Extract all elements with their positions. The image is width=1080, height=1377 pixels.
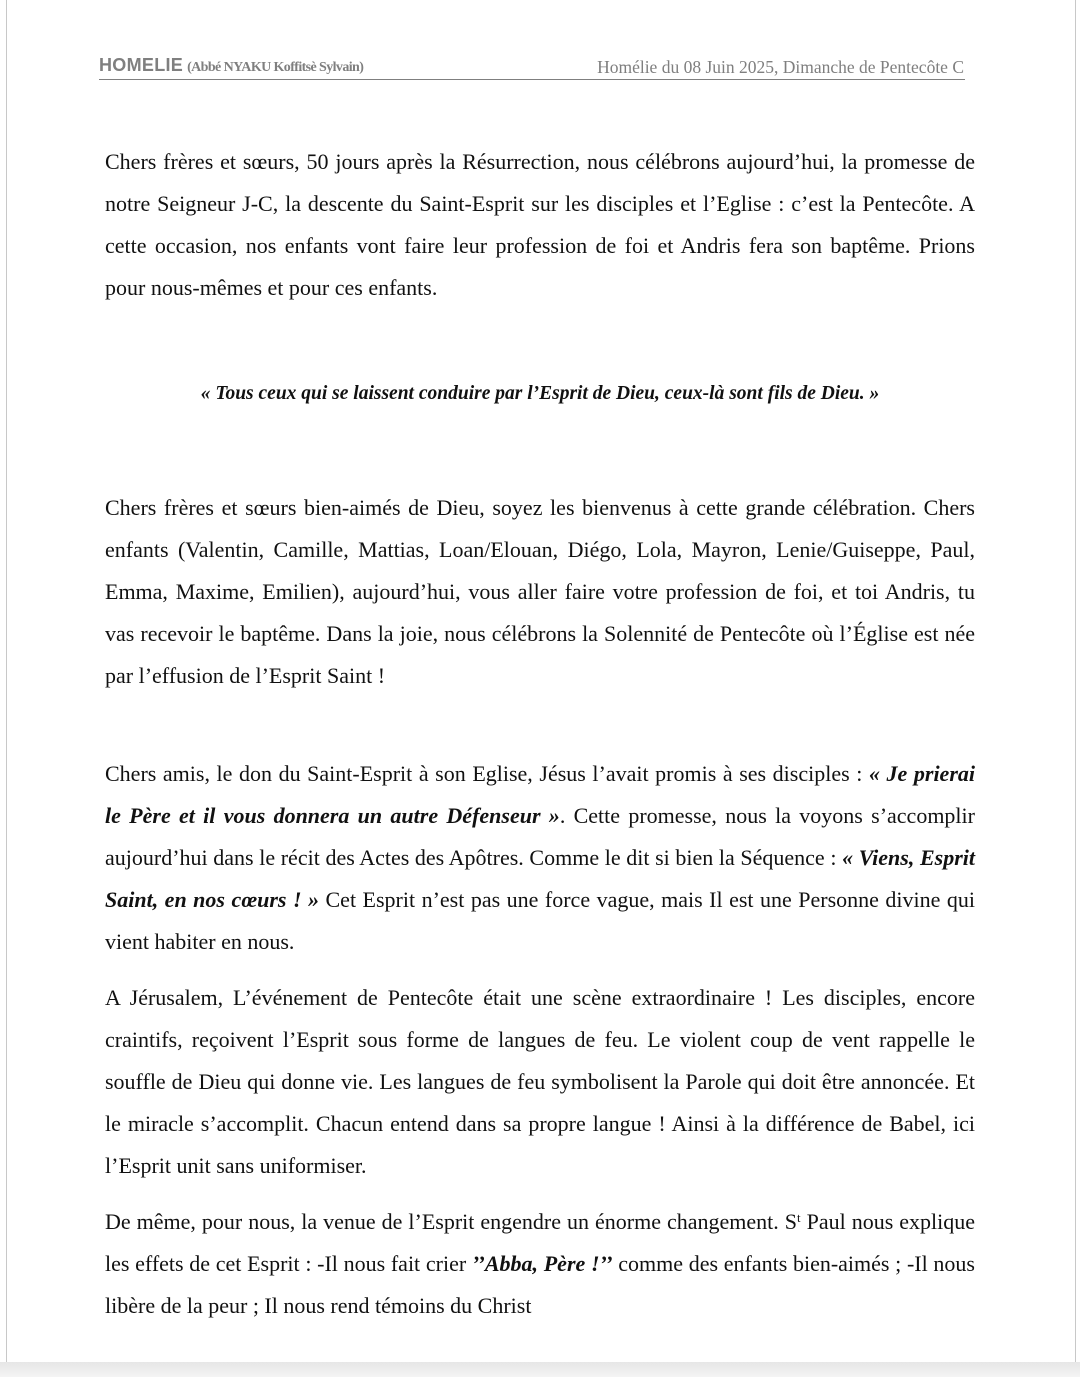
paragraph-effects-text-c: comme des enfants bien-aimés ; -Il nous libère de la peur ; Il nous rend témoins du Christ <box>105 1251 975 1318</box>
paragraph-promise-text-c: Cet Esprit n’est pas une force vague, mais Il est une Personne divine qui vient habiter en nous. <box>105 887 975 954</box>
paragraph-promise-text-a: Chers amis, le don du Saint-Esprit à son Eglise, Jésus l’avait promis à ses disciples : <box>105 761 869 786</box>
paragraph-effects <box>105 1201 975 1327</box>
header-title: HOMELIE <box>99 55 184 75</box>
quote-abba: ’’Abba, Père !’’ <box>471 1251 613 1276</box>
paragraph-promise <box>105 753 975 963</box>
quote-sequence: « Viens, Esprit Saint, en nos cœurs ! » <box>105 845 975 912</box>
page-bottom-edge <box>0 1362 1080 1377</box>
header-left <box>99 55 363 76</box>
superscript-t: t <box>796 1210 801 1225</box>
quote-defenseur: « Je prierai le Père et il vous donnera un autre Défenseur » <box>105 761 975 828</box>
paragraph-jerusalem: A Jérusalem, L’événement de Pentecôte était une scène extraordinaire ! Les disciples, encore craintifs, reçoivent l’Esprit sous forme de langues de feu. Le violent coup de vent rappelle le souffle de Dieu qui donne vie. Les langues de feu symbolisent la Parole qui doit être annoncée. Et le miracle s’accomplit. Chacun entend dans sa propre langue ! Ainsi à la différence de Babel, ici l’Esprit unit sans uniformiser. <box>105 985 975 1178</box>
header-author: (Abbé NYAKU Koffitsè Sylvain) <box>187 60 364 75</box>
intro-paragraph: Chers frères et sœurs, 50 jours après la Résurrection, nous célébrons aujourd’hui, la promesse de notre Seigneur J-C, la descente du Saint-Esprit sur les disciples et l’Eglise : c’est la Pentecôte. A cette occasion, nos enfants vont faire leur profession de foi et Andris fera son baptême. Prions pour nous-mêmes et pour ces enfants. <box>105 149 975 300</box>
paragraph-effects-text-a: De même, pour nous, la venue de l’Esprit engendre un énorme changement. S <box>105 1209 797 1234</box>
theme-quote: « Tous ceux qui se laissent conduire par l’Esprit de Dieu, ceux-là sont fils de Dieu. » <box>200 383 880 404</box>
paragraph-welcome: Chers frères et sœurs bien-aimés de Dieu, soyez les bienvenus à cette grande célébration. Chers enfants (Valentin, Camille, Mattias, Loan/Elouan, Diégo, Lola, Mayron, Lenie/Guiseppe, Paul, Emma, Maxime, Emilien), aujourd’hui, vous aller faire votre profession de foi, et toi Andris, tu vas recevoir le baptême. Dans la joie, nous célébrons la Solennité de Pentecôte où l’Église est née par l’effusion de l’Esprit Saint ! <box>105 495 975 688</box>
paragraph-effects-text-b: Paul nous explique les effets de cet Esprit : -Il nous fait crier <box>105 1209 975 1276</box>
paragraph-promise-text-b: . Cette promesse, nous la voyons s’accomplir aujourd’hui dans le récit des Actes des Apôtres. Comme le dit si bien la Séquence : <box>105 803 975 870</box>
page-header <box>99 55 965 80</box>
header-date-line: Homélie du 08 Juin 2025, Dimanche de Pentecôte C <box>597 57 964 77</box>
